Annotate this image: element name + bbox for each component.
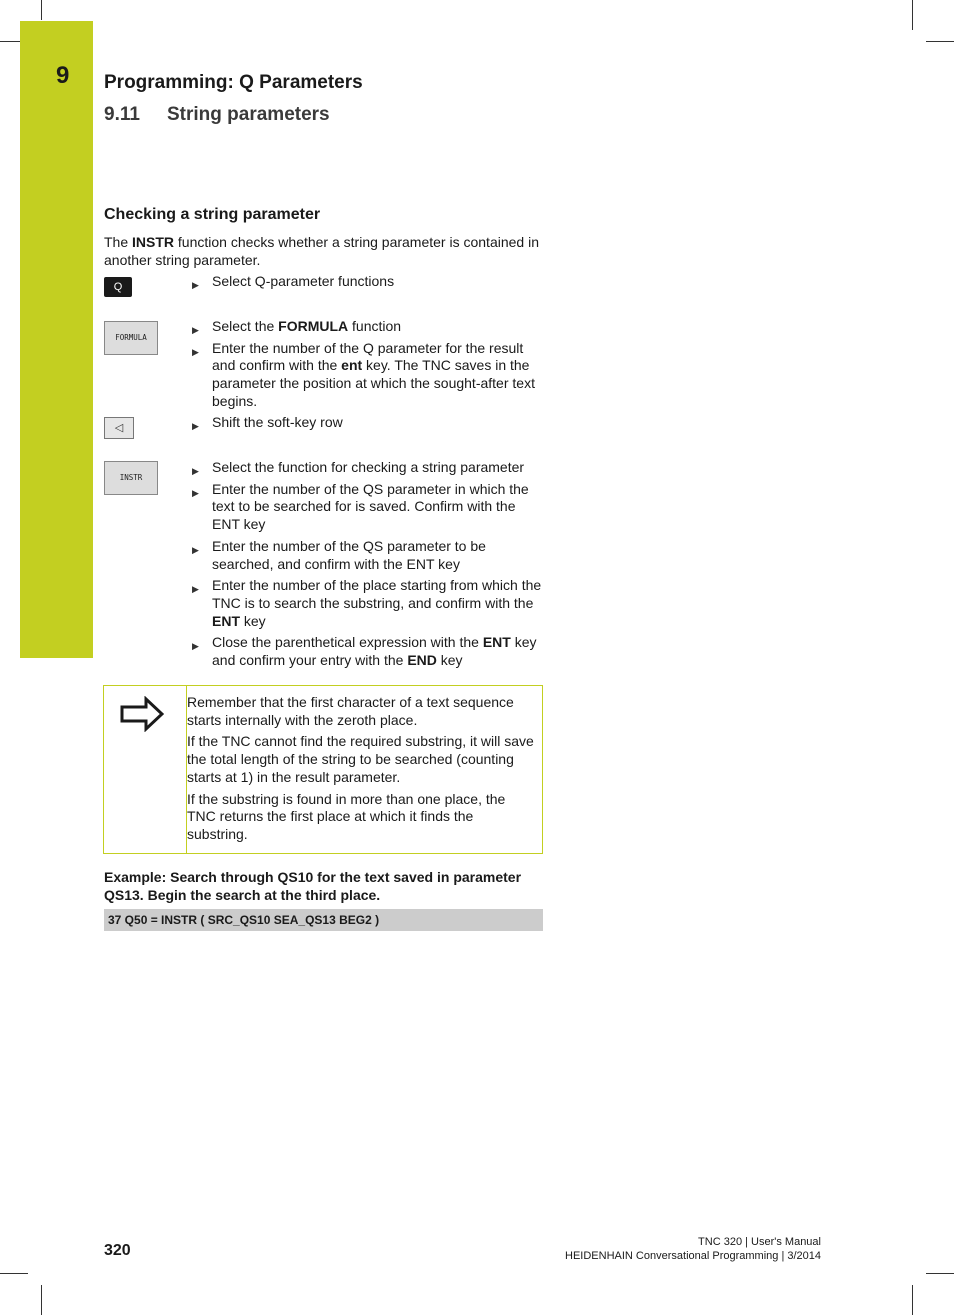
list-item: ▶ Close the parenthetical expression with the ENT key and confirm your entry with the END key [192,634,537,669]
chapter-number: 9 [56,62,70,89]
arrow-right-icon [120,696,164,732]
step-list [192,318,544,415]
bullet-triangle-icon: ▶ [192,466,199,476]
bullet-triangle-icon: ▶ [192,641,199,652]
crop-mark [41,1285,42,1315]
example-heading: Example: Search through QS10 for the text saved in parameter QS13. Begin the search at the third place. [104,869,522,903]
note-box [103,685,543,854]
list-item: ▶ Select the function for checking a string parameter [192,459,544,477]
list-item: ▶ Shift the soft-key row [192,414,544,432]
step-list [192,414,544,436]
footer-line: HEIDENHAIN Conversational Programming | 3/2014 [565,1250,821,1262]
step-list [192,273,544,295]
shift-softkey-row-icon: ◁ [104,417,134,439]
chapter-title: Programming: Q Parameters [104,72,363,93]
code-line: 37 Q50 = INSTR ( SRC_QS10 SEA_QS13 BEG2 ) [108,913,380,927]
section-title [104,104,330,126]
crop-mark [926,41,954,42]
bullet-triangle-icon: ▶ [192,421,199,431]
crop-mark [912,0,913,30]
formula-softkey-icon: FORMULA [104,321,158,355]
bullet-triangle-icon: ▶ [192,487,199,498]
note-paragraph: Remember that the first character of a text sequence starts internally with the zeroth place. [187,694,514,728]
note-text [187,694,537,848]
chapter-sidebar [20,21,93,658]
crop-mark [0,1273,28,1274]
step-list [192,459,544,674]
q-key-icon: Q [104,277,132,297]
instr-softkey-icon: INSTR [104,461,158,495]
subsection-heading: Checking a string parameter [104,206,321,223]
list-item: ▶ Enter the number of the QS parameter to be searched, and confirm with the ENT key [192,537,486,572]
crop-mark [912,1285,913,1315]
footer-line: TNC 320 | User's Manual [698,1236,821,1248]
intro-paragraph: The INSTR function checks whether a string parameter is contained in another string parameter. [104,234,539,268]
bullet-triangle-icon: ▶ [192,280,199,290]
code-block [104,909,543,931]
footer-text [565,1235,821,1263]
note-paragraph: If the TNC cannot find the required substring, it will save the total length of the string to be searched (counting starts at 1) in the result parameter. [187,733,534,785]
list-item: ▶ Enter the number of the Q parameter for the result and confirm with the ent key. The TNC saves in the parameter the position at which the sought-after text begins. [192,339,535,409]
list-item: ▶ Enter the number of the QS parameter in which the text to be searched for is saved. Confirm with the ENT key [192,480,529,533]
list-item: ▶ Enter the number of the place starting from which the TNC is to search the substring, and confirm with the ENT key [192,577,542,629]
crop-mark [41,0,42,20]
list-item: ▶ Select the FORMULA function [192,318,544,336]
note-paragraph: If the substring is found in more than one place, the TNC returns the first place at which it finds the substring. [187,790,506,842]
list-item: ▶ Select Q-parameter functions [192,273,544,291]
bullet-triangle-icon: ▶ [192,325,199,335]
crop-mark [926,1273,954,1274]
crop-mark [0,41,20,42]
bullet-triangle-icon: ▶ [192,584,199,595]
bullet-triangle-icon: ▶ [192,544,199,555]
section-name: String parameters [167,104,330,125]
bullet-triangle-icon: ▶ [192,346,199,357]
page-number: 320 [104,1242,131,1259]
section-number: 9.11 [104,104,140,125]
